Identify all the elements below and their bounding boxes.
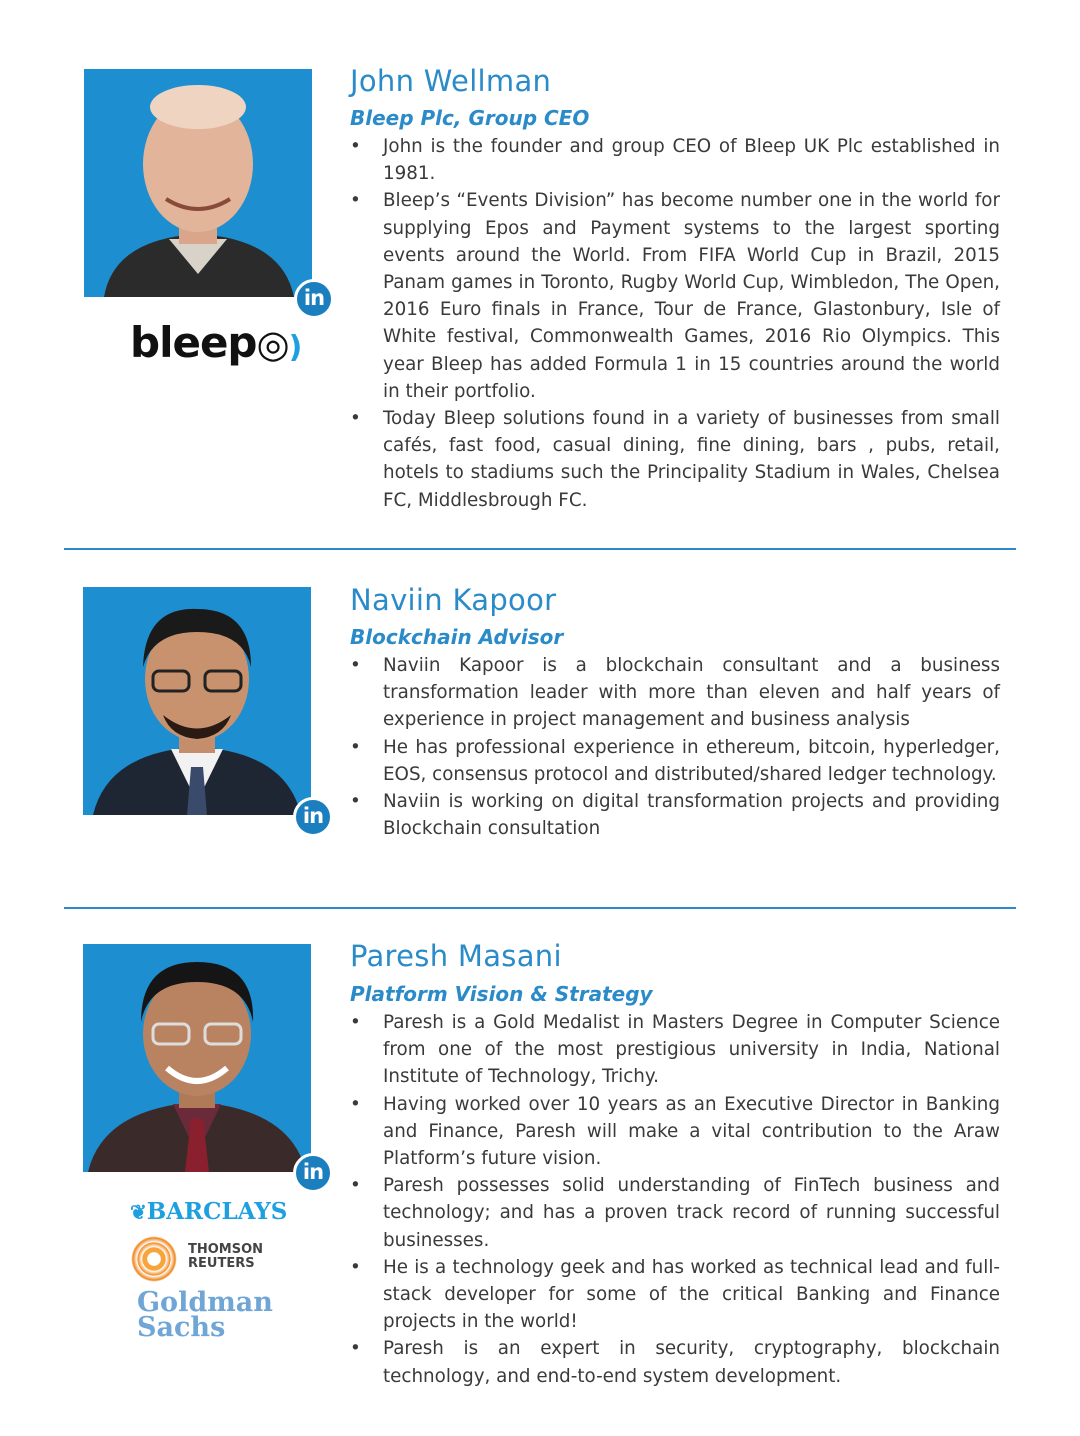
john-wellman-photo	[84, 69, 312, 297]
bio-list	[350, 1009, 1000, 1390]
list-item: • Bleep’s “Events Division” has become number one in the world for supplying Epos and Payment systems to the largest sporting events around the World. From FIFA World Cup in Brazil, 2015 Panam games in Toronto, Rugby World Cup, Wimbledon, The Open, 2016 Euro finals in France, Tour de France, Glastonbury, Isle of White festival, Commonwealth Games, 2016 Rio Olympics. This year Bleep has added Formula 1 in 15 countries around the world in their portfolio.	[350, 187, 1000, 405]
person-name: Paresh Masani	[350, 939, 562, 973]
bio-list	[350, 652, 1000, 842]
section-divider	[64, 548, 1016, 550]
linkedin-icon[interactable]: in	[293, 797, 333, 837]
bio-list	[350, 133, 1000, 514]
list-item: • Naviin is working on digital transformation projects and providing Blockchain consultation	[350, 788, 1000, 842]
list-item: • He is a technology geek and has worked as technical lead and full-stack developer for some of the critical Banking and Finance projects in the world!	[350, 1254, 1000, 1336]
list-item: • Having worked over 10 years as an Executive Director in Banking and Finance, Paresh will make a vital contribution to the Araw Platform’s future vision.	[350, 1091, 1000, 1173]
paresh-masani-photo	[83, 944, 311, 1172]
list-item: • Naviin Kapoor is a blockchain consultant and a business transformation leader with more than eleven and half years of experience in project management and business analysis	[350, 652, 1000, 734]
list-item: • John is the founder and group CEO of Bleep UK Plc established in 1981.	[350, 133, 1000, 187]
list-item: • Paresh is a Gold Medalist in Masters Degree in Computer Science from one of the most prestigious university in India, National Institute of Technology, Trichy.	[350, 1009, 1000, 1091]
section-divider	[64, 907, 1016, 909]
person-role: Blockchain Advisor	[350, 625, 564, 649]
linkedin-icon[interactable]: in	[294, 279, 334, 319]
person-role: Bleep Plc, Group CEO	[350, 106, 590, 130]
thomson-reuters-logo: THOMSON REUTERS	[188, 1242, 264, 1271]
thomson-reuters-icon	[131, 1236, 177, 1282]
linkedin-icon[interactable]: in	[293, 1153, 333, 1193]
person-role: Platform Vision & Strategy	[350, 982, 653, 1006]
list-item: • He has professional experience in ethereum, bitcoin, hyperledger, EOS, consensus protocol and distributed/shared ledger technology.	[350, 734, 1000, 788]
list-item: • Paresh possesses solid understanding of FinTech business and technology; and has a proven track record of running successful businesses.	[350, 1172, 1000, 1254]
goldman-sachs-logo: Goldman Sachs	[137, 1287, 273, 1343]
barclays-logo: ❦BARCLAYS	[130, 1198, 288, 1225]
eagle-icon: ❦	[130, 1200, 147, 1224]
person-name: John Wellman	[350, 64, 552, 98]
bleep-logo: bleep◎)	[130, 318, 302, 367]
naviin-kapoor-photo	[83, 587, 311, 815]
person-name: Naviin Kapoor	[350, 583, 557, 617]
list-item: • Today Bleep solutions found in a variety of businesses from small cafés, fast food, casual dining, fine dining, bars , pubs, retail, hotels to stadiums such the Principality Stadium in Wales, Chelsea FC, Middlesbrough FC.	[350, 405, 1000, 514]
list-item: • Paresh is an expert in security, cryptography, blockchain technology, and end-to-end system development.	[350, 1335, 1000, 1389]
